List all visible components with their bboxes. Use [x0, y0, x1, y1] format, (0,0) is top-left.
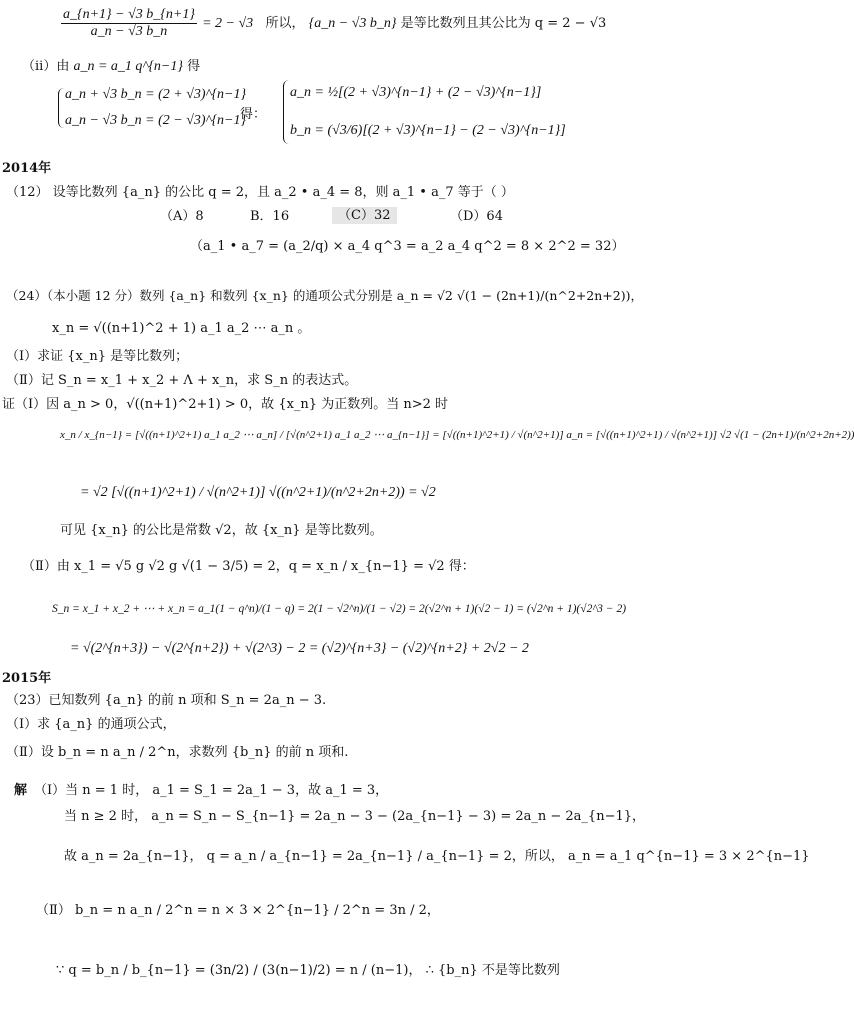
q23-sol1-line1: （Ⅰ）当 n = 1 时， a_1 = S_1 = 2a_1 − 3，故 a_1 = 3， [34, 783, 389, 798]
ratio-fraction: $\frac{a\_\{n+1\} - √3 b\_\{n+1\}}{a\_n - √3 b\_n}$ [63, 7, 195, 39]
q24-ratio-line2: = √2 [√((n+1)^2+1) / √(n^2+1)] √((n^2+1)/(n^2+2n+2)) = √2 [80, 485, 436, 500]
q24-part2-solution: （Ⅱ）由 x_1 = √5 g √2 g √(1 − 3/5) = 2，q = x_n / x_{n−1} = √2 得： [22, 559, 475, 574]
q12-stem: （12） 设等比数列 {a_n} 的公比 q = 2，且 a_2 • a_4 = 8，则 a_1 • a_7 等于（ ） [6, 185, 514, 200]
result-label: 得： [240, 107, 267, 122]
q24-ratio-line: x_n / x_{n−1} = [√((n+1)^2+1) a_1 a_2 ⋯ a_n] / [√(n^2+1) a_1 a_2 ⋯ a_{n−1}] = [√((n+1)^2+1) / √(n^2+1)] a_n = [√((n+1)^2+1) / √(n^2+1)] √2 √(1 − (2n+1)/(n^2+2n+2)) [60, 429, 854, 441]
q24-stem-line1: （24）（本小题 12 分）数列 {a_n} 和数列 {x_n} 的通项公式分别是 a_n = √2 √(1 − (2n+1)/(n^2+2n+2))， [6, 288, 643, 303]
q12-solution: （a_1 • a_7 = (a_2/q) × a_4 q^3 = a_2 a_4 q^2 = 8 × 2^2 = 32） [190, 239, 625, 254]
ratio-line: $\frac{a\_\{n+1\} - √3 b\_\{n+1\}}{a\_n - √3 b\_n}$ = 2 − √3 所以， {a_n − √3 b_n} 是等比数列且其公比为 q = 2 − √3 [63, 7, 607, 39]
q23-part1: （Ⅰ）求 {a_n} 的通项公式， [6, 717, 176, 732]
q24-stem-line2: x_n = √((n+1)^2 + 1) a_1 a_2 ⋯ a_n 。 [52, 321, 311, 336]
q24-sum-line1: S_n = x_1 + x_2 + ⋯ + x_n = a_1(1 − q^n)/(1 − q) = 2(1 − √2^n)/(1 − √2) = 2(√2^n + 1)(√2 − 1) = (√2^n + 1)(√2^3 − 2) [52, 603, 627, 615]
q23-sol1-line3: 故 a_n = 2a_{n−1}， q = a_n / a_{n−1} = 2a_{n−1} / a_{n−1} = 2，所以， a_n = a_1 q^{n−1} = 3 × 2^{n−1} [64, 849, 810, 864]
q23-sol2-line1: （Ⅱ） b_n = n a_n / 2^n = n × 3 × 2^{n−1} / 2^n = 3n / 2， [36, 903, 440, 918]
q24-part2: （Ⅱ）记 S_n = x_1 + x_2 + Λ + x_n，求 S_n 的表达式。 [6, 373, 358, 388]
q24-proof1: 证（Ⅰ）因 a_n > 0，√((n+1)^2+1) > 0，故 {x_n} 为正数列。当 n>2 时 [2, 397, 448, 412]
option-c: （C）32 [332, 207, 397, 224]
q24-conclusion1: 可见 {x_n} 的公比是常数 √2，故 {x_n} 是等比数列。 [60, 523, 383, 538]
q24-sum-line2: = √(2^{n+3}) − √(2^{n+2}) + √(2^3) − 2 = (√2)^{n+3} − (√2)^{n+2} + 2√2 − 2 [70, 641, 529, 656]
q23-sol2-line2: ∵ q = b_n / b_{n−1} = (3n/2) / (3(n−1)/2) = n / (n−1)， ∴ {b_n} 不是等比数列 [56, 963, 560, 978]
q24-part1: （Ⅰ）求证 {x_n} 是等比数列； [6, 349, 189, 364]
option-b: B．16 [250, 209, 290, 224]
part-ii-heading: （ii）由 a_n = a_1 q^{n−1} 得 [22, 59, 201, 74]
equation-system: a_n + √3 b_n = (2 + √3)^{n−1} a_n − √3 b_n = (2 − √3)^{n−1} [58, 88, 246, 128]
q23-stem: （23）已知数列 {a_n} 的前 n 项和 S_n = 2a_n − 3. [6, 693, 327, 708]
year-heading-2014: 2014年 [2, 161, 52, 176]
q23-sol1-line2: 当 n ≥ 2 时， a_n = S_n − S_{n−1} = 2a_n − 3 − (2a_{n−1} − 3) = 2a_n − 2a_{n−1}， [64, 809, 646, 824]
q23-part2: （Ⅱ）设 b_n = n a_n / 2^n，求数列 {b_n} 的前 n 项和. [6, 745, 349, 760]
year-heading-2015: 2015年 [2, 671, 52, 686]
solution-label: 解 [14, 783, 28, 798]
option-a: （A）8 [160, 209, 204, 224]
option-d: （D）64 [450, 209, 503, 224]
result-system: a_n = ½[(2 + √3)^{n−1} + (2 − √3)^{n−1}] b_n = (√3/6)[(2 + √3)^{n−1} − (2 − √3)^{n−1}] [283, 80, 566, 144]
